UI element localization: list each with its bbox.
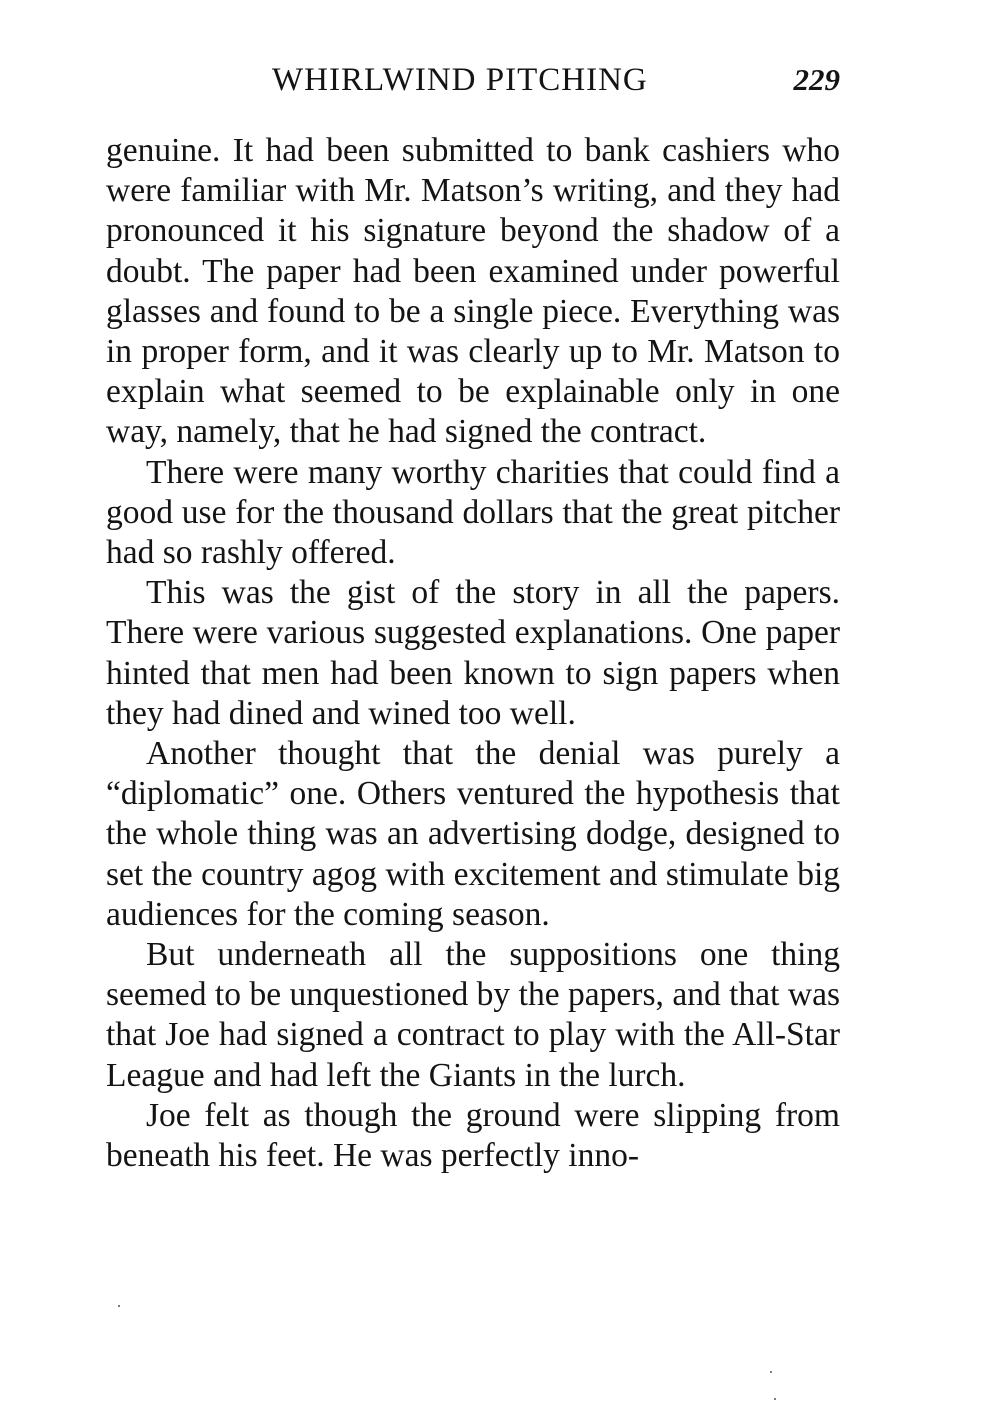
paragraph: Another thought that the denial was purely a “diplomatic” one. Others ventured the hypothesis that the whole thing was an advertising dodge, designed to set the country agog with excitement and stimulate big audiences for the coming season. xyxy=(106,735,840,933)
running-title: WHIRLWIND PITCHING xyxy=(272,62,648,98)
paragraph: This was the gist of the story in all the papers. There were various suggested explanations. One paper hinted that men had been known to sign papers when they had dined and wined too well. xyxy=(106,574,840,732)
paragraph: Joe felt as though the ground were slipping from beneath his feet. He was perfectly inno- xyxy=(106,1096,840,1175)
print-speck xyxy=(770,1371,772,1373)
print-speck xyxy=(118,1305,120,1307)
paragraph-continued: genuine. It had been submitted to bank cashiers who were familiar with Mr. Matson’s writing, and they had pronounced it his signature beyond the shadow of a doubt. The paper had been examined under powerful glasses and found to be a single piece. Everything was in proper form, and it was clearly up to Mr. Matson to explain what seemed to be explainable only in one way, namely, that he had signed the contract. xyxy=(106,132,840,451)
body-text xyxy=(106,131,840,1176)
paragraph: There were many worthy charities that could find a good use for the thousand dollars that the great pitcher had so rashly offered. xyxy=(106,453,840,572)
page-number: 229 xyxy=(793,62,840,97)
paragraph: But underneath all the suppositions one thing seemed to be unquestioned by the papers, and that was that Joe had signed a contract to play with the All-Star League and had left the Giants in the lurch. xyxy=(106,936,840,1094)
print-speck xyxy=(774,1398,776,1400)
page-header xyxy=(106,58,840,102)
